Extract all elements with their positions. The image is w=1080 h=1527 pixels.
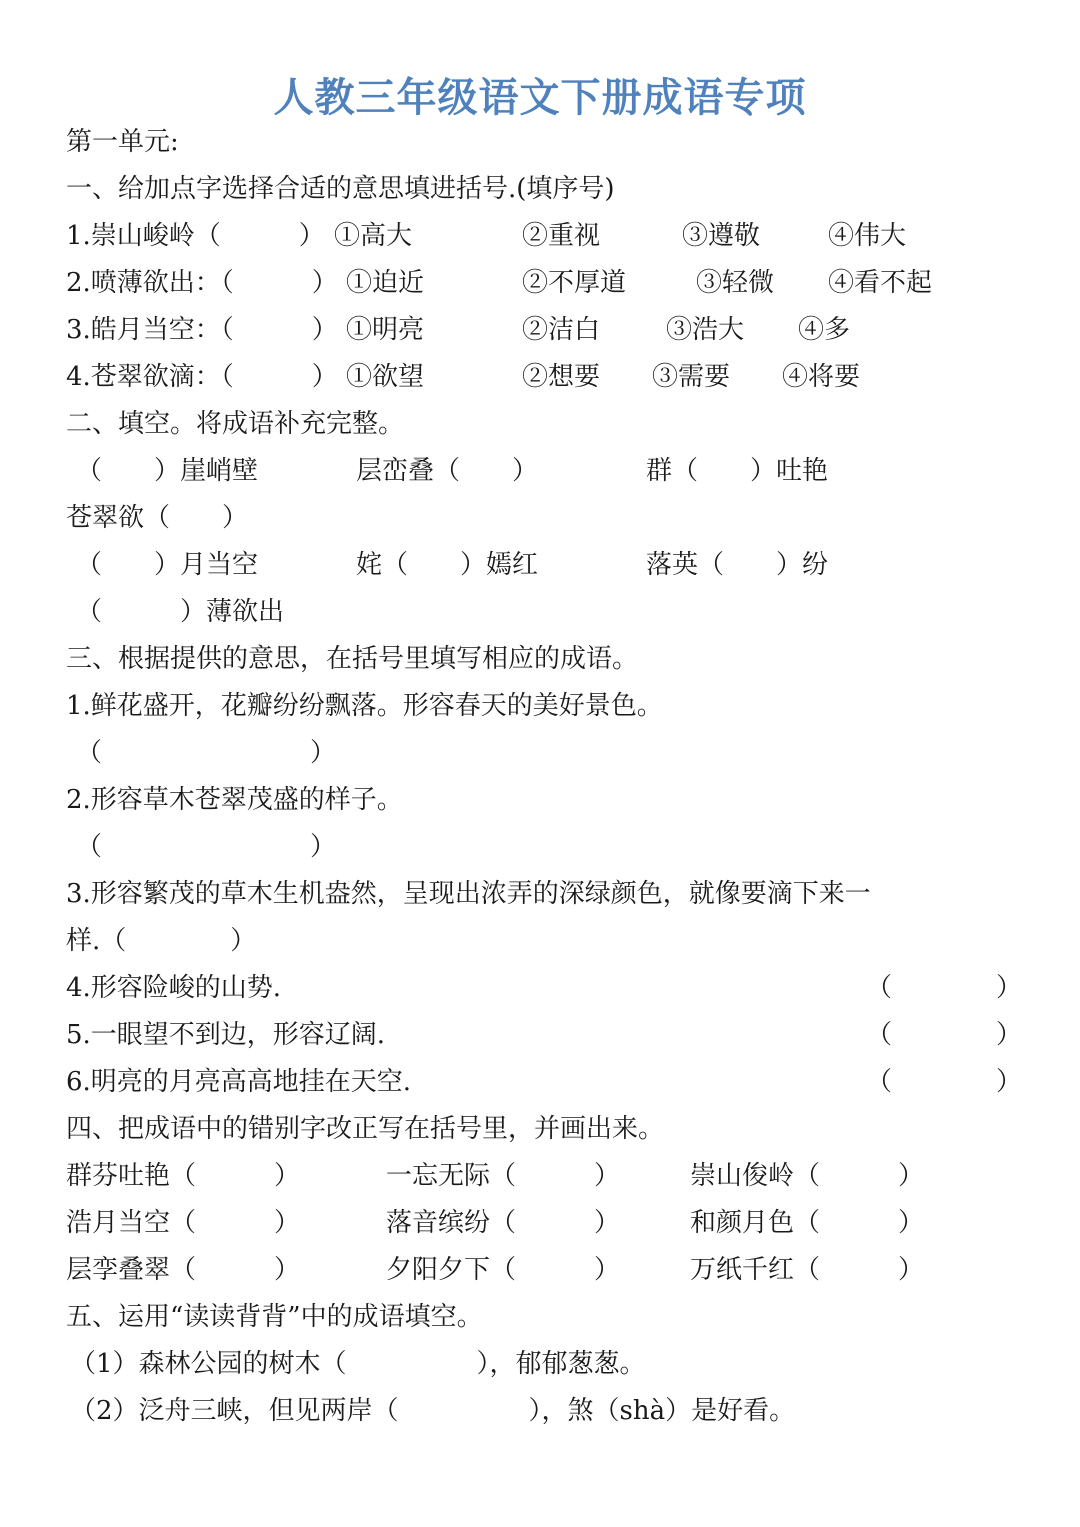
s1-option-4: ④将要 <box>782 362 861 392</box>
s1-option-3: ③需要 <box>652 362 731 392</box>
s2-idiom-blank: 姹（ ）嫣红 <box>356 550 539 580</box>
s3-question-3: 3.形容繁茂的草木生机盎然，呈现出浓弄的深绿颜色，就像要滴下来一 <box>66 879 871 909</box>
s2-row-2: 苍翠欲（ ） <box>66 503 249 533</box>
s3-answer-blank: （ ） <box>866 1020 1023 1050</box>
s3-row-6 <box>66 1062 1023 1102</box>
s1-question: 4.苍翠欲滴：（ ） <box>66 362 338 392</box>
s1-option-2: ②不厚道 <box>522 268 627 298</box>
s1-option-3: ③浩大 <box>666 315 745 345</box>
s1-option-3: ③轻微 <box>696 268 775 298</box>
s1-row-1 <box>66 216 1016 256</box>
s1-option-1: ①明亮 <box>346 315 425 345</box>
s3-question-2: 2.形容草木苍翠茂盛的样子。 <box>66 785 403 815</box>
s3-question-1: 1.鲜花盛开，花瓣纷纷飘落。形容春天的美好景色。 <box>66 691 663 721</box>
section-2-heading: 二、填空。将成语补充完整。 <box>66 409 405 439</box>
s4-idiom: 和颜月色（ ） <box>690 1208 925 1238</box>
s2-idiom-blank: 落英（ ）纷 <box>646 550 829 580</box>
s2-idiom-blank: 群（ ）吐艳 <box>646 456 829 486</box>
s3-answer-blank: （ ） <box>866 1067 1023 1097</box>
s5-question-2: （2）泛舟三峡，但见两岸（ ），煞（shà）是好看。 <box>70 1396 796 1426</box>
s3-question-6: 6.明亮的月亮高高地挂在天空. <box>66 1067 412 1097</box>
page-title: 人教三年级语文下册成语专项 <box>273 75 807 121</box>
s5-question-1: （1）森林公园的树木（ ），郁郁葱葱。 <box>70 1349 646 1379</box>
s1-option-2: ②洁白 <box>522 315 601 345</box>
s2-idiom-blank: （ ）崖峭壁 <box>76 456 259 486</box>
s1-row-3 <box>66 310 1016 350</box>
s4-row-3 <box>66 1250 1016 1290</box>
s1-row-4 <box>66 357 1016 397</box>
unit-label: 第一单元: <box>66 127 179 157</box>
s1-option-2: ②想要 <box>522 362 601 392</box>
s4-row-2 <box>66 1203 1016 1243</box>
s1-option-1: ①欲望 <box>346 362 425 392</box>
s2-idiom-blank: （ ）月当空 <box>76 550 259 580</box>
s4-idiom: 群芬吐艳（ ） <box>66 1161 301 1191</box>
s1-question: 3.皓月当空：（ ） <box>66 315 338 345</box>
s1-option-3: ③遵敬 <box>682 221 761 251</box>
s3-question-3-cont: 样.（ ） <box>66 926 257 956</box>
s1-option-4: ④看不起 <box>828 268 933 298</box>
s1-option-4: ④伟大 <box>828 221 907 251</box>
s3-answer-blank-1: （ ） <box>76 738 337 768</box>
s3-answer-blank: （ ） <box>866 973 1023 1003</box>
s3-question-5: 5.一眼望不到边，形容辽阔. <box>66 1020 386 1050</box>
s4-idiom: 浩月当空（ ） <box>66 1208 301 1238</box>
s1-option-1: ①迫近 <box>346 268 425 298</box>
section-4-heading: 四、把成语中的错别字改正写在括号里，并画出来。 <box>66 1114 665 1144</box>
s1-option-4: ④多 <box>798 315 851 345</box>
s4-idiom: 一忘无际（ ） <box>386 1161 621 1191</box>
s2-idiom-blank: 层峦叠（ ） <box>356 456 539 486</box>
s3-answer-blank-2: （ ） <box>76 832 337 862</box>
section-5-heading: 五、运用“读读背背”中的成语填空。 <box>66 1302 483 1332</box>
s4-idiom: 崇山俊岭（ ） <box>690 1161 925 1191</box>
s4-idiom: 万纸千红（ ） <box>690 1255 925 1285</box>
s3-question-4: 4.形容险峻的山势. <box>66 973 282 1003</box>
section-3-heading: 三、根据提供的意思，在括号里填写相应的成语。 <box>66 644 639 674</box>
section-1-heading: 一、给加点字选择合适的意思填进括号.(填序号) <box>66 174 615 204</box>
s3-row-4 <box>66 968 1023 1008</box>
s4-idiom: 落音缤纷（ ） <box>386 1208 621 1238</box>
s1-option-2: ②重视 <box>522 221 601 251</box>
s1-question: 2.喷薄欲出：（ ） <box>66 268 338 298</box>
s2-row-3 <box>66 545 1016 585</box>
s4-row-1 <box>66 1156 1016 1196</box>
s3-row-5 <box>66 1015 1023 1055</box>
s1-option-1: ①高大 <box>334 221 413 251</box>
s2-row-4: （ ）薄欲出 <box>76 597 285 627</box>
s4-idiom: 夕阳夕下（ ） <box>386 1255 621 1285</box>
s2-row-1 <box>66 451 1016 491</box>
s1-row-2 <box>66 263 1016 303</box>
s1-question: 1.崇山峻岭（ ） <box>66 221 325 251</box>
s4-idiom: 层孪叠翠（ ） <box>66 1255 301 1285</box>
